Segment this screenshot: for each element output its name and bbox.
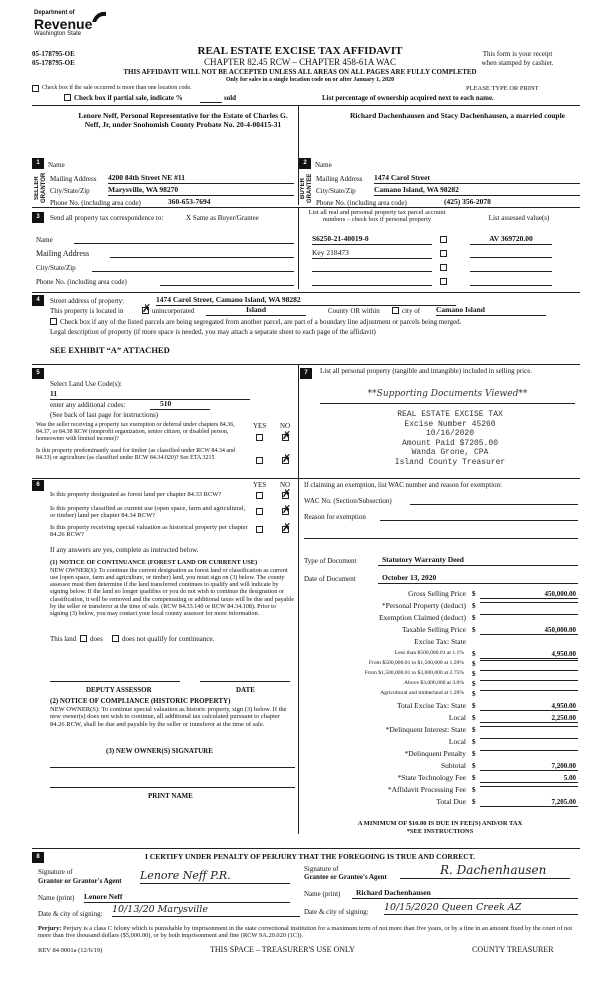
corr-city-label: City/State/Zip — [36, 264, 76, 272]
warning-banner: THIS AFFIDAVIT WILL NOT BE ACCEPTED UNLESS ALL AREAS ON ALL PAGES ARE FULLY COMPLETED — [123, 68, 477, 76]
street-value[interactable]: 1474 Carol Street, Camano Island, WA 98282 — [156, 296, 456, 306]
treasurer-use-label: THIS SPACE – TREASURER'S USE ONLY — [210, 945, 355, 954]
land-use-label: Select Land Use Code(s): — [50, 380, 122, 388]
grantee-date-label: Date & city of signing: — [304, 908, 369, 916]
calc-row-value[interactable] — [480, 738, 578, 739]
calc-row-dollar: $ — [472, 786, 476, 794]
grantor-sig-label-1: Signature of — [38, 868, 73, 876]
assessed-4[interactable] — [470, 285, 552, 286]
q6-3-no-checkbox[interactable] — [282, 526, 289, 533]
wac-label: WAC No. (Section/Subsection) — [304, 497, 392, 505]
segregated-checkbox[interactable] — [50, 318, 57, 325]
grantor-sig-label-2: Grantor or Grantor's Agent — [38, 877, 122, 885]
parcel-3[interactable] — [312, 271, 432, 272]
calc-row-value[interactable] — [480, 726, 578, 727]
corr-name-label: Name — [36, 236, 53, 244]
calc-row-dollar: $ — [472, 614, 476, 622]
perjury-label: Perjury: — [38, 925, 62, 932]
form-title: REAL ESTATE EXCISE TAX AFFIDAVIT — [197, 45, 403, 57]
calc-row-label: Total Due — [436, 797, 466, 806]
section-5-badge: 5 — [32, 368, 44, 379]
assessed-header: List assessed value(s) — [488, 214, 550, 222]
treasurer-stamp — [360, 410, 540, 468]
section-6-q3: Is this property receiving special valuation as historical property per chapter 84.26 RCW? — [50, 524, 248, 539]
section-5-yes: YES — [253, 422, 267, 430]
divider-section-3 — [298, 207, 299, 289]
parcel-2-personal-checkbox[interactable] — [440, 250, 447, 257]
buyer-mailing-value[interactable]: 1474 Carol Street — [374, 174, 580, 184]
calc-row-value[interactable] — [480, 670, 578, 671]
land-use-value[interactable]: 11 — [50, 390, 250, 400]
seller-city-label: City/State/Zip — [50, 187, 90, 195]
q6-2-yes-checkbox[interactable] — [256, 508, 263, 515]
calc-row-dollar: $ — [472, 660, 476, 668]
legal-description-label: Legal description of property (if more space is needed, you may attach a separate sheet to each page of the affidavit) — [50, 328, 376, 336]
personal-property-label: List all personal property (tangible and intangible) included in selling price. — [320, 367, 533, 375]
stamp-county: Island County Treasurer — [394, 457, 506, 467]
dept-line3: Washington State — [34, 30, 82, 37]
seller-name-label: Name — [48, 161, 65, 169]
section-6-yes: YES — [253, 481, 267, 489]
parcel-4-personal-checkbox[interactable] — [440, 278, 447, 285]
rule-top-1 — [32, 105, 580, 106]
land-does-not-label: does not qualify for continuance. — [122, 635, 215, 643]
stamp-date: 10/16/2020 — [425, 429, 474, 439]
calc-row-value[interactable] — [480, 614, 578, 615]
segregated-label: Check box if any of the listed parcels are being segregated from another parcel, are part of a boundary line adjustment or parcels being merged. — [60, 318, 462, 326]
certify-statement: I CERTIFY UNDER PENALTY OF PERJURY THAT THE FOREGOING IS TRUE AND CORRECT. — [144, 852, 475, 861]
calc-row-dollar: $ — [472, 762, 476, 770]
calc-row-dollar: $ — [472, 750, 476, 758]
q6-2-no-checkbox[interactable] — [282, 508, 289, 515]
calc-row-value[interactable] — [480, 690, 578, 691]
divider-seller-buyer — [298, 105, 299, 205]
print-name-field[interactable] — [50, 787, 295, 788]
calc-row-value[interactable] — [480, 680, 578, 681]
q5-2-no-checkbox[interactable] — [282, 457, 289, 464]
assessed-3[interactable] — [470, 271, 552, 272]
list-percentage-note: List percentage of ownership acquired next to each name. — [322, 94, 494, 102]
only-for-note: Only for sales in a single location code on or after January 1, 2020 — [225, 77, 395, 83]
calc-row-value[interactable]: 4,950.00 — [480, 702, 578, 711]
dor-logo-mark-icon — [90, 10, 108, 24]
calc-row-value[interactable]: 7,205.00 — [480, 798, 578, 807]
seller-name: Lenore Neff, Personal Representative for the Estate of Charles G. Neff, Jr, under Snohomish County Probate No. 20-4-00415-31 — [78, 111, 288, 129]
ref-number-2: 05-178795-OE — [32, 59, 75, 67]
exemption-label: If claiming an exemption, list WAC number and reason for exemption: — [304, 481, 502, 489]
street-label: Street address of property: — [50, 297, 125, 305]
section-7-badge: 7 — [300, 368, 312, 379]
new-owner-signature-field[interactable] — [50, 767, 295, 768]
section-6-no: NO — [280, 481, 291, 489]
section-6-q2: Is this property classified as current use (open space, farm and agricultural, or timber) land per chapter 84.34 RCW? — [50, 505, 246, 520]
doc-type-label: Type of Document — [304, 557, 357, 565]
q5-2-yes-checkbox[interactable] — [256, 457, 263, 464]
seller-side-label: SELLER GRANTOR — [34, 172, 47, 204]
partial-sale-label: Check box if partial sale, indicate % — [74, 94, 183, 102]
notice-1-title: (1) NOTICE OF CONTINUANCE (FOREST LAND OR CURRENT USE) — [50, 559, 258, 566]
doc-date-label: Date of Document — [304, 575, 356, 583]
section-6-q1: Is this property designated as forest land per chapter 84.33 RCW? — [50, 491, 222, 498]
ref-number-1: 05-178795-OE — [32, 50, 75, 58]
stamp-cpa: Wanda Grone, CPA — [411, 448, 489, 458]
send-correspondence-value: X Same as Buyer/Grantee — [186, 214, 259, 222]
calc-row-value[interactable] — [480, 660, 578, 661]
partial-sale-checkbox[interactable] — [64, 94, 71, 101]
calc-row-value[interactable] — [480, 750, 578, 751]
grantee-name-label: Name (print) — [304, 890, 341, 898]
calc-row-label: Local — [448, 737, 466, 746]
calc-row-dollar: $ — [472, 650, 476, 658]
calc-row-dollar: $ — [472, 726, 476, 734]
reason-field-2[interactable] — [304, 538, 578, 539]
seller-mailing-label: Mailing Address — [50, 175, 97, 183]
corr-phone-label: Phone No. (including area code) — [36, 278, 127, 286]
parcel-1[interactable]: S6250-21-40019-0 — [312, 235, 432, 245]
calc-row-value[interactable]: 450,000.00 — [480, 626, 578, 635]
calc-row-label: Exemption Claimed (deduct) — [378, 613, 466, 622]
multiple-location-checkbox[interactable] — [32, 85, 39, 92]
buyer-side-label: BUYER GRANTEE — [300, 173, 313, 203]
corr-phone-field[interactable] — [160, 285, 294, 286]
section-3-badge: 3 — [32, 212, 44, 223]
perjury-note — [38, 925, 580, 940]
grantee-sig-label-1: Signature of — [304, 865, 339, 873]
section-6-badge: 6 — [32, 480, 44, 491]
buyer-city-label: City/State/Zip — [316, 187, 356, 195]
q6-1-no-checkbox[interactable] — [282, 492, 289, 499]
corr-mailing-field[interactable] — [110, 257, 294, 258]
city-of-label: city of — [402, 307, 421, 315]
calc-row-label: From $500,000.01 to $1,500,000 at 1.28% — [368, 660, 464, 666]
rule-top-4 — [32, 292, 580, 293]
section-8-badge: 8 — [32, 852, 44, 863]
calc-row-value[interactable] — [480, 602, 578, 603]
notice-1-body: NEW OWNER(S): To continue the current designation as forest land or classification as current use (open space, farm and agriculture, or timber) land, you must sign on (3) below. The county assessor must then determine if the land transferred continues to qualify and will indicate by signing below. If the land no longer qualifies or you do not wish to continue the designation or classification, it will be removed and the compensating or additional taxes will be due and payable by the seller or transferor at the time of sale. (RCW 84.33.140 or RCW 84.34.108). Prior to signing (3) below, you may contact your local county assessor for more information. — [50, 567, 294, 617]
county-or-label: County OR within — [328, 307, 380, 315]
stamp-title: REAL ESTATE EXCISE TAX — [397, 410, 503, 419]
corr-name-field[interactable] — [74, 243, 294, 244]
partial-sale-percent-field[interactable] — [200, 102, 222, 103]
calc-row-label: Total Excise Tax: State — [396, 701, 466, 710]
assessed-2[interactable] — [470, 257, 552, 258]
section-1-badge: 1 — [32, 158, 44, 169]
send-correspondence-label: Send all property tax correspondence to: — [50, 214, 164, 222]
calc-row-value[interactable]: 7,200.00 — [480, 762, 578, 771]
section-4-badge: 4 — [32, 295, 44, 306]
parcel-2[interactable]: Key 218473 — [312, 249, 432, 259]
section-5-no: NO — [280, 422, 291, 430]
parcel-list-header: List all real and personal property tax parcel account numbers – check box if personal property — [308, 209, 446, 224]
dept-line2: Revenue — [34, 15, 93, 32]
doc-date-value[interactable]: October 13, 2020 — [378, 574, 578, 584]
grantee-sig-label-2: Grantee or Grantee's Agent — [304, 873, 387, 881]
calc-row-value[interactable] — [480, 786, 578, 787]
buyer-mailing-label: Mailing Address — [316, 175, 363, 183]
if-yes-note: If any answers are yes, complete as instructed below. — [50, 546, 199, 554]
calc-row-label: Taxable Selling Price — [401, 625, 466, 634]
calc-row-label: Less than $500,000.01 at 1.1% — [394, 650, 464, 656]
additional-codes-label: enter any additional codes: — [50, 401, 126, 409]
section-5-q2: Is this property predominantly used for timber (as classified under RCW 84.34 and 84.33) or agriculture (as classified under RCW 84.34.020)? See ETA 3215 — [36, 448, 236, 461]
deputy-date-field[interactable] — [200, 681, 290, 682]
parcel-4[interactable] — [312, 285, 432, 286]
dor-logo — [34, 10, 124, 46]
calc-row-label: *Personal Property (deduct) — [381, 601, 466, 610]
rule-exemption — [298, 478, 580, 479]
calc-row-dollar: $ — [472, 690, 476, 698]
additional-codes-value[interactable]: 510 — [150, 400, 210, 410]
calc-row-dollar: $ — [472, 590, 476, 598]
calc-row-dollar: $ — [472, 602, 476, 610]
this-land-label: This land — [50, 635, 77, 643]
multiple-location-label: Check box if the sale occurred is more than one location code. — [42, 85, 192, 91]
deputy-date-label: DATE — [236, 686, 255, 694]
print-name-label: PRINT NAME — [148, 792, 193, 800]
q5-1-yes-checkbox[interactable] — [256, 434, 263, 441]
calc-row-dollar: $ — [472, 626, 476, 634]
corr-mailing-label: Mailing Address — [36, 249, 90, 258]
personal-property-field[interactable] — [320, 403, 575, 404]
calc-row-label: Agricultural and timberland at 1.28% — [380, 690, 464, 696]
divider-left-right — [298, 364, 299, 834]
reason-label: Reason for exemption — [304, 513, 366, 521]
calc-row-label: *Delinquent Interest: State — [385, 725, 466, 734]
city-checkbox[interactable] — [392, 307, 399, 314]
wac-field[interactable] — [410, 504, 578, 505]
deputy-assessor-field[interactable] — [50, 681, 180, 682]
county-treasurer-label: COUNTY TREASURER — [472, 945, 554, 954]
deputy-assessor-label: DEPUTY ASSESSOR — [86, 686, 152, 694]
calc-row-value[interactable]: 4,950.00 — [480, 650, 578, 659]
grantee-date-value[interactable]: 10/15/2020 Queen Creek AZ — [384, 903, 578, 915]
see-instructions-note: *SEE INSTRUCTIONS — [406, 828, 474, 835]
calc-row-value[interactable]: 5.00 — [480, 774, 578, 783]
rule-top-3 — [32, 207, 580, 208]
q6-1-yes-checkbox[interactable] — [256, 492, 263, 499]
land-does-not-checkbox[interactable] — [112, 635, 119, 642]
doc-type-value[interactable]: Statutory Warranty Deed — [378, 556, 578, 566]
county-value[interactable]: Island — [206, 306, 306, 316]
q5-1-no-checkbox[interactable] — [282, 434, 289, 441]
city-value[interactable]: Camano Island — [436, 306, 546, 316]
grantor-signature[interactable]: Lenore Neff P.R. — [140, 870, 290, 884]
q6-3-yes-checkbox[interactable] — [256, 526, 263, 533]
form-number: REV 84 0001a (12/6/19) — [38, 947, 103, 954]
seller-mailing-value[interactable]: 4200 84th Street NE #11 — [108, 174, 294, 184]
calc-row-label: Gross Selling Price — [408, 589, 466, 598]
receipt-note-1: This form is your receipt — [482, 50, 553, 58]
calc-row-value[interactable]: 450,000.00 — [480, 590, 578, 599]
buyer-name-label: Name — [315, 161, 332, 169]
reason-field[interactable] — [380, 520, 578, 521]
calc-row-label: From $1,500,000.01 to $3,000,000 at 2.75% — [364, 670, 464, 676]
calc-row-dollar: $ — [472, 798, 476, 806]
notice-2-title: (2) NOTICE OF COMPLIANCE (HISTORIC PROPERTY) — [50, 697, 231, 705]
calc-row-dollar: $ — [472, 738, 476, 746]
calc-row-dollar: $ — [472, 680, 476, 688]
calc-row-label: *State Technology Fee — [397, 773, 466, 782]
calc-row-label: Above $3,000,000 at 3.0% — [404, 680, 464, 686]
form-chapter: CHAPTER 82.45 RCW – CHAPTER 458-61A WAC — [204, 57, 396, 67]
buyer-name: Richard Dachenhausen and Stacy Dachenhausen, a married couple — [349, 111, 566, 120]
sold-label: sold — [224, 94, 237, 102]
calc-row-label: *Affidavit Processing Fee — [387, 785, 466, 794]
rule-top-6 — [32, 478, 298, 479]
minimum-due-note: A MINIMUM OF $10.00 IS DUE IN FEE(S) AND/OR TAX — [357, 820, 523, 827]
located-label: This property is located in — [50, 307, 124, 315]
excise-state-label: Excise Tax: State — [414, 637, 466, 646]
grantor-name-label: Name (print) — [38, 894, 75, 902]
parcel-3-personal-checkbox[interactable] — [440, 264, 447, 271]
receipt-note-2: when stamped by cashier. — [481, 59, 554, 67]
rule-top-5 — [32, 364, 580, 365]
calc-row-dollar: $ — [472, 714, 476, 722]
calc-row-value[interactable]: 2,250.00 — [480, 714, 578, 723]
new-owner-signature-label: (3) NEW OWNER(S) SIGNATURE — [106, 747, 213, 755]
perjury-text: Perjury is a class C felony which is punishable by imprisonment in the state correctional institution for a maximum term of not more than five years, or by a fine in an amount fixed by the court of not more than five thousand dollars ($5,000.00), or by both imprisonment and fine (RCW 9A.20.020 (1C)). — [38, 925, 573, 940]
seller-phone-value[interactable]: 360-653-7694 — [164, 198, 294, 208]
corr-city-field[interactable] — [92, 271, 294, 272]
calc-row-label: Local — [448, 713, 466, 722]
unincorporated-label: unincorporated — [152, 307, 195, 315]
rule-top-8 — [32, 848, 580, 849]
buyer-phone-value[interactable]: (425) 356-2078 — [440, 198, 580, 208]
supporting-docs-note: **Supporting Documents Viewed** — [367, 389, 528, 399]
grantor-date-label: Date & city of signing: — [38, 910, 103, 918]
buyer-city-value[interactable]: Camano Island, WA 98282 — [374, 186, 580, 196]
see-back-note: (See back of last page for instructions) — [50, 411, 159, 419]
buyer-phone-label: Phone No. (including area code) — [316, 199, 407, 207]
land-does-checkbox[interactable] — [80, 635, 87, 642]
calc-row-dollar: $ — [472, 774, 476, 782]
seller-phone-label: Phone No. (including area code) — [50, 199, 141, 207]
land-does-label: does — [90, 635, 103, 643]
grantor-name-value[interactable]: Lenore Neff — [84, 893, 290, 903]
calc-row-label: Subtotal — [440, 761, 466, 770]
unincorporated-checkbox[interactable] — [142, 307, 149, 314]
please-type: PLEASE TYPE OR PRINT — [466, 85, 539, 92]
exhibit-note: SEE EXHIBIT “A” ATTACHED — [50, 345, 170, 355]
seller-city-value[interactable]: Marysville, WA 98270 — [108, 186, 294, 196]
assessed-1[interactable]: AV 369720.00 — [470, 235, 552, 245]
grantee-signature[interactable]: R. Dachenhausen — [400, 864, 570, 879]
notice-2-body: NEW OWNER(S): To continue special valuation as historic property, sign (3) below. If the new owner(s) does not wish to continue, all additional tax calculated pursuant to chapter 84.26 RCW, shall be due and payable by the seller or transferor at the time of sale. — [50, 706, 287, 728]
section-5-q1: Was the seller receiving a property tax exemption or deferral under chapters 84.36, 84.37, or 84.38 RCW (nonprofit organization, senior citizen, or disabled person, homeowner with limited income)? — [36, 422, 235, 442]
dept-line1: Department of — [34, 10, 75, 16]
grantee-name-value[interactable]: Richard Dachenhausen — [352, 889, 578, 899]
grantor-date-value[interactable]: 10/13/20 Marysville — [112, 905, 300, 917]
stamp-number: Excise Number 45260 — [404, 419, 496, 429]
section-2-badge: 2 — [299, 158, 311, 169]
stamp-amount: Amount Paid $7205.00 — [401, 438, 498, 448]
calc-row-label: *Delinquent Penalty — [404, 749, 466, 758]
calc-row-dollar: $ — [472, 702, 476, 710]
parcel-1-personal-checkbox[interactable] — [440, 236, 447, 243]
calc-row-dollar: $ — [472, 670, 476, 678]
